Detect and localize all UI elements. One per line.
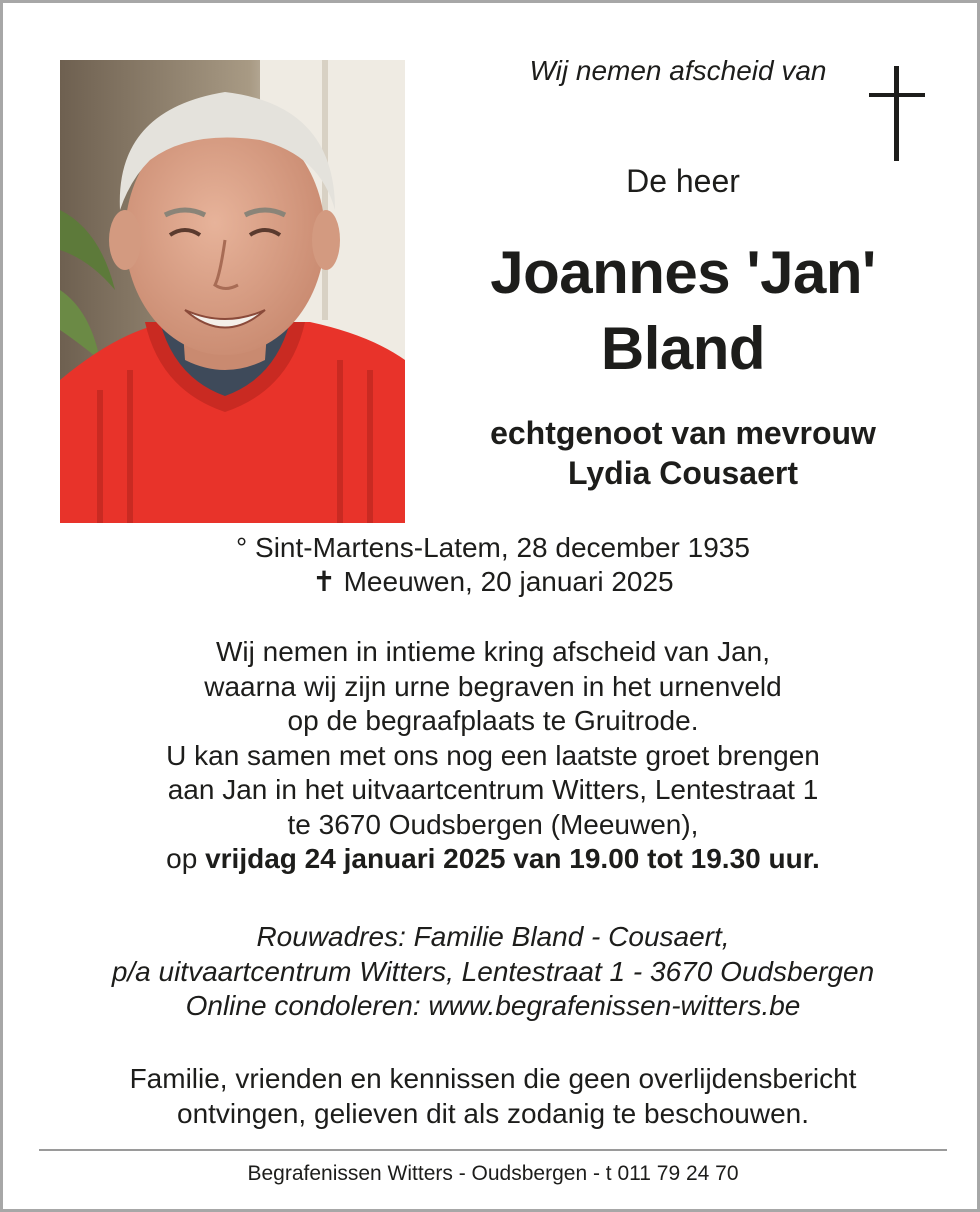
- name-line-2: Bland: [600, 315, 766, 382]
- body-line: waarna wij zijn urne begraven in het urnenveld: [204, 670, 782, 702]
- address-line: p/a uitvaartcentrum Witters, Lentestraat 1 - 3670 Oudsbergen: [111, 955, 875, 987]
- body-line: aan Jan in het uitvaartcentrum Witters, Lentestraat 1: [167, 774, 819, 805]
- visitation-prefix: op: [166, 843, 206, 874]
- deceased-name: [433, 235, 933, 387]
- funeral-home-footer: Begrafenissen Witters - Oudsbergen - t 011 79 24 70: [247, 1162, 739, 1185]
- intro-text: Wij nemen afscheid van: [529, 55, 827, 86]
- body-line: U kan samen met ons nog een laatste groet brengen: [166, 739, 820, 771]
- notice-text: [3, 1062, 980, 1131]
- body-line: te 3670 Oudsbergen (Meeuwen),: [287, 808, 699, 840]
- mourning-address: [3, 920, 980, 1024]
- death-date-text: Meeuwen, 20 januari 2025: [335, 566, 674, 597]
- footer-divider: [39, 1149, 947, 1151]
- notice-line: Familie, vrienden en kennissen die geen overlijdensbericht: [129, 1063, 857, 1094]
- notice-line: ontvingen, gelieven dit als zodanig te beschouwen.: [177, 1097, 809, 1129]
- visitation-line: [3, 842, 980, 877]
- death-cross-icon: ✝: [312, 566, 336, 597]
- portrait-photo: [60, 60, 405, 523]
- death-date: [3, 565, 980, 599]
- announcement-body: [3, 635, 980, 877]
- name-line-1: Joannes 'Jan': [490, 239, 876, 306]
- body-line: op de begraafplaats te Gruitrode.: [287, 705, 699, 736]
- spouse-line-1: echtgenoot van mevrouw: [490, 415, 876, 451]
- birth-date: ° Sint-Martens-Latem, 28 december 1935: [236, 532, 750, 563]
- body-line: Wij nemen in intieme kring afscheid van Jan,: [215, 636, 771, 667]
- address-line: Rouwadres: Familie Bland - Cousaert,: [256, 921, 730, 952]
- honorific: De heer: [626, 163, 740, 199]
- life-dates: [3, 531, 980, 599]
- spouse-info: [433, 413, 933, 493]
- visitation-datetime: vrijdag 24 januari 2025 van 19.00 tot 19.30 uur.: [205, 843, 820, 874]
- condolence-link[interactable]: Online condoleren: www.begrafenissen-witters.be: [185, 990, 801, 1021]
- spouse-line-2: Lydia Cousaert: [568, 455, 798, 491]
